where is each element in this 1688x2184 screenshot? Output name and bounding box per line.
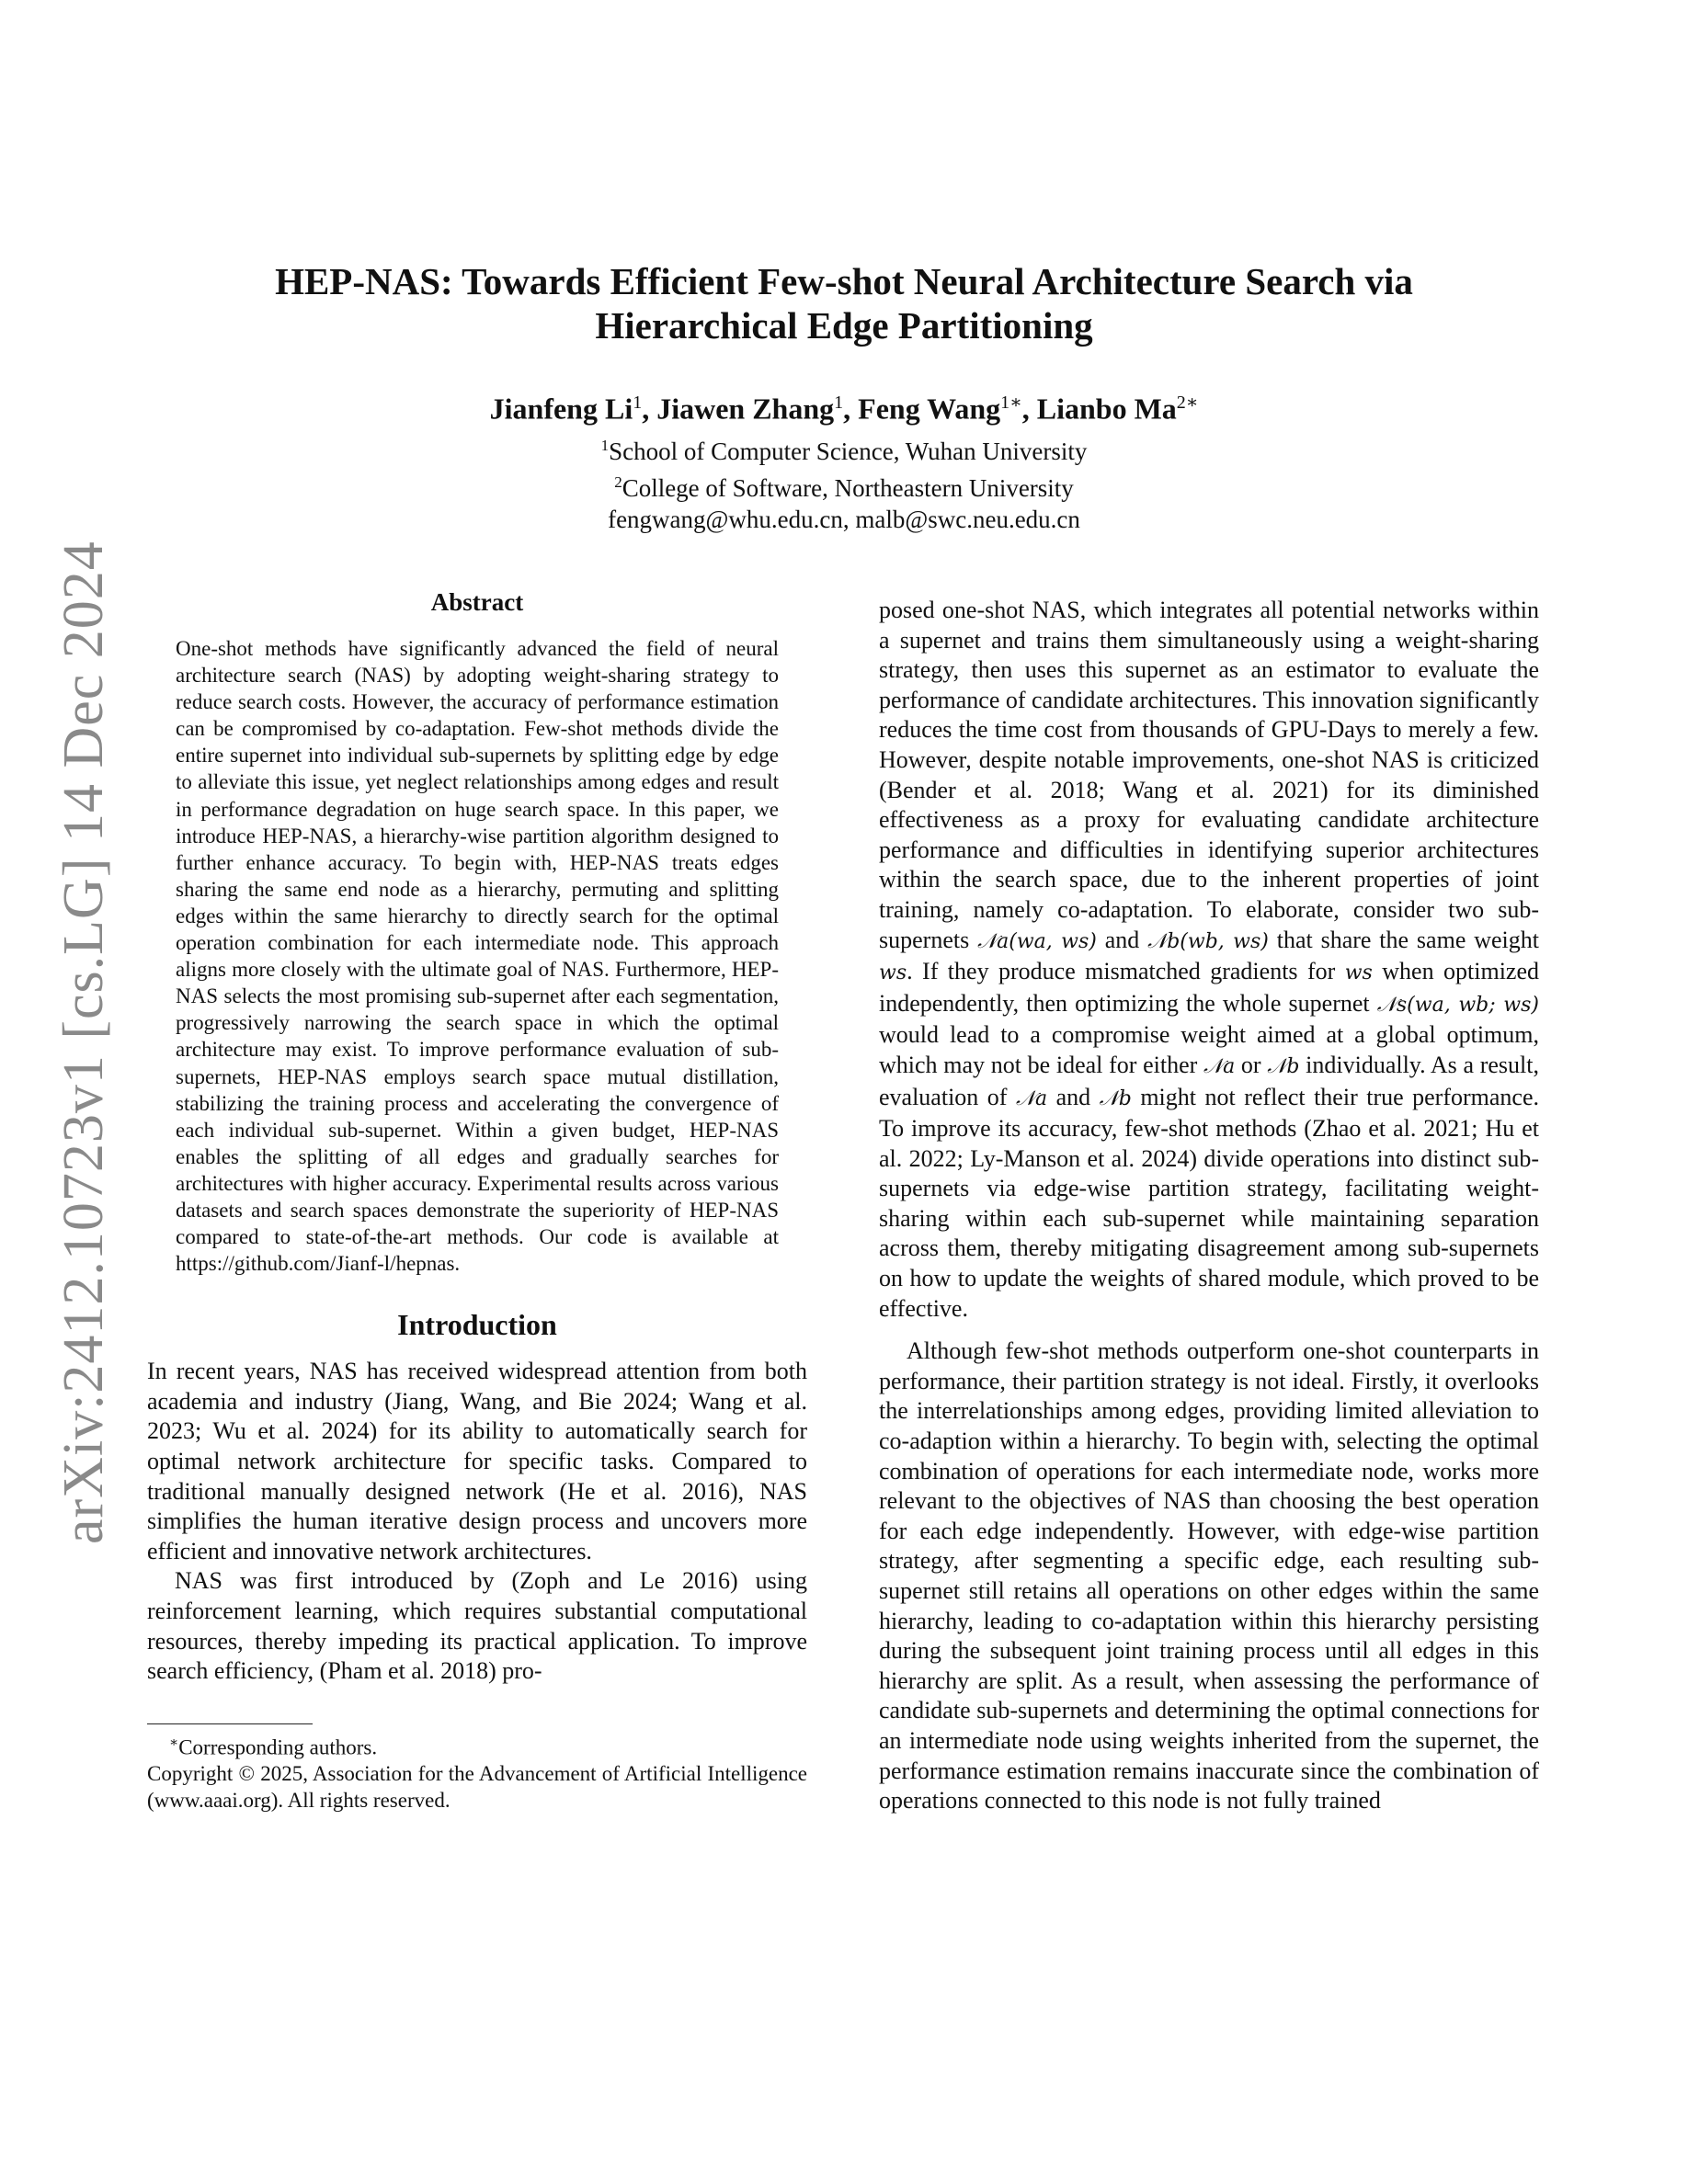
p2-text-g: or (1235, 1051, 1268, 1078)
math-shared-weight: ws (879, 961, 907, 985)
footnote-corresponding (147, 1730, 807, 1761)
author-list: Jianfeng Li$^1$, Jiawen Zhang$^1$, Feng Wang$^{1∗}$, Lianbo $Ma^{2∗}$ (489, 392, 1199, 426)
intro-paragraph-2-continued (879, 596, 1539, 1324)
p2-text-e: when optimized independently, then optimizing the whole supernet (879, 958, 1539, 1017)
author-mark: 2∗ (1176, 392, 1199, 413)
math-nb: 𝒩b (1267, 1054, 1300, 1078)
author-name: Jianfeng Li (489, 392, 633, 426)
math-sub-supernet-b: 𝒩b(wb, ws) (1147, 929, 1269, 953)
left-column (147, 588, 807, 1814)
p2-text-c: that share the same weight (1268, 926, 1539, 953)
p2-text-a: posed one-shot NAS, which integrates all potential networks within a supernet and trains them simultaneously using a weight-sharing strategy, then uses this supernet as an estimator to evaluate the performance of candidate architectures. This innovation significantly reduces the time cost from thousands of GPU-Days to merely a few. However, despite notable improvements, one-shot NAS is criticized (Bender et al. 2018; Wang et al. 2021) for its diminished effectiveness as a proxy for evaluating candidate architecture performance and difficulties in identifying superior architectures within the search space, due to the inherent properties of joint training, namely co-adaptation. To elaborate, consider two sub-supernets (879, 597, 1539, 953)
intro-paragraph-2-start: NAS was first introduced by (Zoph and Le 2016) using reinforcement learning, which requires substantial computational resources, thereby impeding its practical application. To improve search efficiency, (Pham et al. 2018) pro- (147, 1567, 807, 1685)
affiliation-line (276, 467, 1412, 504)
arxiv-identifier[interactable]: arXiv:2412.10723v1 [cs.LG] 14 Dec 2024 (52, 540, 115, 1544)
author-name: Jiawen Zhang (656, 392, 835, 426)
affiliation-mark: 1 (600, 437, 610, 454)
footnote-corresponding-text: Corresponding authors. (178, 1735, 378, 1759)
right-column (879, 596, 1539, 1816)
math-na: 𝒩a (1203, 1054, 1236, 1078)
affiliation-text: School of Computer Science, Wuhan University (609, 438, 1088, 465)
title-line-2: Hierarchical Edge Partitioning (595, 304, 1093, 347)
footnote-copyright: Copyright © 2025, Association for the Advancement of Artificial Intelligence (www.aaai.org). All rights reserved. (147, 1762, 807, 1813)
math-whole-supernet: 𝒩s(wa, wb; ws) (1376, 993, 1539, 1017)
math-sub-supernet-a: 𝒩a(wa, ws) (977, 929, 1097, 953)
introduction-heading: Introduction (397, 1308, 557, 1342)
author-mark: 1 (834, 392, 844, 413)
p2-text-h: individually. As a result, evaluation of (879, 1051, 1539, 1110)
footnote-mark: ∗ (169, 1735, 179, 1750)
affiliations (276, 430, 1412, 535)
author-mark: 1 (633, 392, 643, 413)
author-name: Feng Wang (858, 392, 1001, 426)
p2-text-j: might not reflect their true performance. To improve its accuracy, few-shot methods (Zhao et al. 2021; Hu et al. 2022; Ly-Manson et al. 2024) divide operations into distinct sub-supernets via edge-wise partition strategy, facilitating weight-sharing within each sub-supernet while maintaining separation across them, thereby mitigating disagreement among sub-supernets on how to update the weights of shared module, which proved to be effective. (879, 1083, 1539, 1322)
abstract-text: One-shot methods have significantly advanced the field of neural architecture search (NAS) by adopting weight-sharing strategy to reduce search costs. However, the accuracy of performance estimation can be compromised by co-adaptation. Few-shot methods divide the entire supernet into individual sub-supernets by splitting edge by edge to alleviate this issue, yet neglect relationships among edges and result in performance degradation on huge search space. In this paper, we introduce HEP-NAS, a hierarchy-wise partition algorithm designed to further enhance accuracy. To begin with, HEP-NAS treats edges sharing the same end node as a hierarchy, permuting and splitting edges within the same hierarchy to directly search for the optimal operation combination for each intermediate node. This approach aligns more closely with the ultimate goal of NAS. Furthermore, HEP-NAS selects the most promising sub-supernet after each segmentation, progressively narrowing the search space in which the optimal architecture may exist. To improve performance evaluation of sub-supernets, HEP-NAS employs search space mutual distillation, stabilizing the training process and accelerating the convergence of each individual sub-supernet. Within a given budget, HEP-NAS enables the splitting of all edges and gradually searches for architectures with higher accuracy. Experimental results across various datasets and search spaces demonstrate the superiority of HEP-NAS compared to state-of-the-art methods. Our code is available at https://github.com/Jianf-l/hepnas. (176, 637, 779, 1276)
math-na: 𝒩a (1015, 1086, 1048, 1110)
p2-text-b: and (1096, 926, 1148, 953)
math-shared-weight: ws (1344, 961, 1373, 985)
author-emails[interactable]: fengwang@whu.edu.cn, malb@swc.neu.edu.cn (608, 506, 1080, 533)
footnote-rule (147, 1723, 313, 1724)
abstract-heading: Abstract (430, 588, 524, 616)
title-line-1: HEP-NAS: Towards Efficient Few-shot Neural Architecture Search via (275, 260, 1413, 302)
author-name: Lianbo Ma (1036, 392, 1177, 426)
p2-text-d: . If they produce mismatched gradients for (907, 958, 1345, 985)
intro-paragraph-3: Although few-shot methods outperform one-shot counterparts in performance, their partition strategy is not ideal. Firstly, it overlooks the interrelationships among edges, providing limited alleviation to co-adaption within a hierarchy. To begin with, selecting the optimal combination of operations for each intermediate node, works more relevant to the objectives of NAS than choosing the best operation for each edge independently. However, with edge-wise partition strategy, after segmenting a specific edge, each resulting sub-supernet still retains all operations on other edges within the same hierarchy, leading to co-adaptation within this hierarchy persisting during the subsequent joint training process until all edges in this hierarchy are split. As a result, when assessing the performance of candidate sub-supernets and determining the optimal connections for an intermediate node using weights inherited from the supernet, the performance estimation remains inaccurate since the combination of operations connected to this node is not fully trained (879, 1337, 1539, 1814)
p2-text-f: would lead to a compromise weight aimed at a global optimum, which may not be ideal for either (879, 1021, 1539, 1078)
intro-paragraph-1: In recent years, NAS has received widespread attention from both academia and industry (Jiang, Wang, and Bie 2024; Wang et al. 2023; Wu et al. 2024) for its ability to automatically search for optimal network architecture for specific tasks. Compared to traditional manually designed network (He et al. 2016), NAS simplifies the human iterative design process and uncovers more efficient and innovative network architectures. (147, 1358, 807, 1564)
affiliation-line (276, 430, 1412, 467)
math-nb: 𝒩b (1099, 1086, 1132, 1110)
author-mark: 1∗ (1000, 392, 1022, 413)
paper-title (184, 259, 1504, 347)
affiliation-mark: 2 (614, 473, 622, 491)
p2-text-i: and (1047, 1083, 1100, 1110)
affiliation-text: College of Software, Northeastern University (622, 474, 1074, 502)
